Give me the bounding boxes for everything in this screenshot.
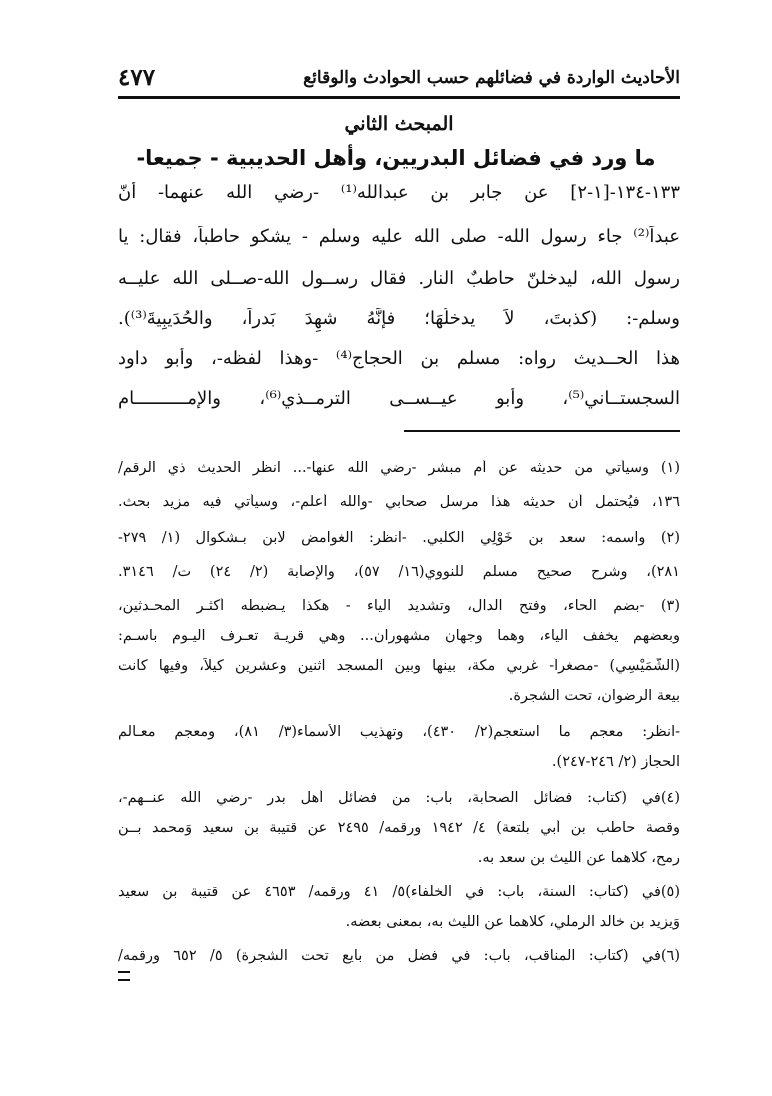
running-header (118, 64, 680, 94)
footnote-line: (٢) واسمه: سعد بن خَوْلِي الكلبي. -انظر: الغوامض لابن بـشكوال (١/ ٢٧٩- (118, 530, 680, 546)
footnote-line: (الشُّمَيْسِي) -مصغراً- غربي مكة، بينها وبين المسجد اثنين وعشرين كيلاً، وفيها كانت (118, 658, 680, 674)
footnote-line: رمح، كلاهما عن الليث بن سعد به. (477, 850, 680, 866)
footnote-line: (٣) -بضم الحاء، وفتح الدال، وتشديد الياء - هكذا يـضبطه أكثـر المحـدثين، (118, 598, 680, 614)
chapter-title: ما ورد في فضائل البدريين، وأهل الحديبية - جميعا- (136, 146, 656, 170)
body-line: وسلم-: (كذبتَ، لاَ يدخلُهَا؛ فإنَّهُ شهِدَ بَدراً، والحُدَيبِيةَ⁽³⁾). (118, 308, 680, 329)
body-line: رسول الله، ليدخلنّ حاطبٌ النار. فقال رســول الله-صــلى الله عليــه (118, 268, 680, 289)
footnote-line: الحجاز (٢/ ٢٤٦-٢٤٧). (551, 754, 680, 770)
section-heading: المبحث الثاني (344, 113, 454, 135)
footnote-line: وقصة حاطب بن أبي بلتعة) ٤/ ١٩٤٢ ورقمه/ ٢٤٩٥ عن قتيبة بن سعيد وَمحمد بــن (118, 820, 680, 836)
running-header-title: الأحاديث الواردة في فضائلهم حسب الحوادث والوقائع (303, 68, 680, 88)
header-rule (118, 96, 680, 99)
continuation-marker (118, 971, 130, 981)
body-line: ١٣٣-١٣٤-[١-٢] عن جابر بن عبدالله⁽¹⁾ -رضي الله عنهما- أنّ (118, 182, 680, 203)
footnote-line: ١٣٦، فيُحتمل أن حديثه هذا مرسل صحابي -والله أعلم-، وسيأتي فيه مزيد بحث. (118, 494, 680, 510)
footnote-separator (404, 430, 680, 432)
footnote-line: بيعة الرضوان، تحت الشجرة. (508, 688, 680, 704)
footnote-line: وَيزيد بن خالد الرملي، كلاهما عن الليث به، بمعنى بعضه. (345, 914, 680, 930)
footnote-line: (١) وسيأتي من حديثه عن أم مبشر -رضي الله عنها-... انظر الحديث ذي الرقم/ (118, 460, 680, 476)
footnote-line: -انظر: معجم ما استعجم(٢/ ٤٣٠)، وتهذيب الأسماء(٣/ ٨١)، ومعجم معـالم (118, 724, 680, 740)
body-line: هذا الحــديث رواه: مسلم بن الحجاج⁽⁴⁾ -وهذا لفظه-، وأبو داود (118, 348, 680, 369)
footnote-line: (٦)في (كتاب: المناقب، باب: في فضل من بايع تحت الشجرة) ٥/ ٦٥٢ ورقمه/ (118, 948, 680, 964)
footnote-line: وبعضهم يخفف الياء، وهما وجهان مشهوران... وهي قريـة تعـرف اليـوم باسـم: (118, 628, 680, 644)
footnote-line: ٢٨١)، وشرح صحيح مسلم للنووي(١٦/ ٥٧)، والإصابة (٢/ ٢٤) ت/ ٣١٤٦. (118, 564, 680, 580)
body-line: السجستــاني⁽⁵⁾، وأبو عيــســى الترمــذي⁽⁶⁾، والإمــــــــــام (118, 388, 680, 409)
page-number: ٤٧٧ (118, 64, 156, 91)
footnote-line: (٤)في (كتاب: فضائل الصحابة، باب: من فضائل أهل بدر -رضي الله عنــهم-، (118, 790, 680, 806)
body-line: عبداً⁽²⁾ جاء رسول الله- صلى الله عليه وسلم - يشكو حاطباً، فقال: يا (118, 226, 680, 247)
footnote-line: (٥)في (كتاب: السنة، باب: في الخلفاء)٥/ ٤١ ورقمه/ ٤٦٥٣ عن قتيبة بن سعيد (118, 884, 680, 900)
